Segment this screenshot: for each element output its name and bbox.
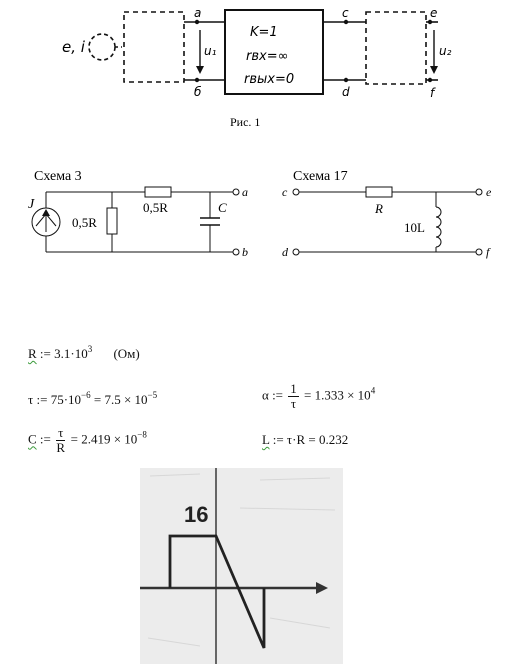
graph-signal	[170, 536, 264, 648]
formula-tau-lhs: τ	[28, 392, 34, 407]
scheme17-node-f: f	[486, 245, 490, 259]
formula-r	[28, 344, 140, 362]
scheme17-terminal-e	[476, 189, 482, 195]
formula-l-expr: τ·R	[286, 432, 306, 447]
formula-c-num: τ	[58, 425, 64, 440]
scheme3-title: Схема 3	[34, 169, 82, 184]
formula-l	[262, 432, 348, 448]
formula-alpha-fraction	[288, 382, 299, 411]
formula-l-assign: :=	[272, 432, 284, 447]
scheme3-source-label: J	[28, 197, 35, 212]
formula-c-assign: :=	[39, 431, 51, 447]
formula-alpha-assign: :=	[272, 387, 284, 403]
node-a-label: a	[194, 6, 202, 20]
scheme3-cap-label: C	[218, 200, 227, 215]
formula-r-value: 3.1·10	[54, 346, 88, 361]
signal-graph	[140, 468, 343, 664]
formula-tau	[28, 390, 157, 408]
formula-l-eq: = 0.232	[308, 432, 349, 447]
graph-level-label: 16	[184, 502, 209, 527]
u1-label: u₁	[204, 44, 217, 58]
node-c-label: c	[342, 6, 349, 20]
formula-c	[28, 426, 147, 455]
formula-tau-exp1: −6	[81, 390, 91, 400]
scheme17-terminal-f	[476, 249, 482, 255]
formula-c-exp: −8	[137, 429, 147, 440]
node-d-label: d	[342, 85, 350, 99]
graph-x-arrow	[316, 582, 328, 594]
input-resistance-text: rвх=∞	[246, 49, 289, 64]
formula-tau-eq: = 7.5 × 10	[93, 392, 148, 407]
output-resistance-text: rвых=0	[244, 72, 295, 87]
gain-text: K=1	[250, 25, 278, 40]
right-dashed-block	[366, 12, 426, 84]
scheme17-node-d: d	[282, 245, 288, 259]
scheme17-terminal-c	[293, 189, 299, 195]
node-b-label: б	[194, 85, 202, 99]
signal-graph-svg	[140, 468, 343, 664]
formula-alpha-eq: = 1.333 × 10	[304, 387, 371, 403]
formula-c-lhs: C	[28, 431, 37, 447]
node-f-label: f	[430, 86, 435, 100]
formula-tau-exp2: −5	[147, 390, 158, 400]
formula-r-lhs: R	[28, 346, 37, 361]
formula-l-lhs: L	[262, 432, 270, 447]
formula-alpha-lhs: α	[262, 387, 269, 403]
formula-tau-assign: :=	[36, 392, 48, 407]
source-circle	[89, 34, 115, 60]
formula-c-fraction	[56, 426, 65, 455]
formula-c-eq: = 2.419 × 10	[70, 431, 138, 447]
formula-c-den: R	[56, 440, 66, 455]
formula-tau-expr: 75·10	[50, 392, 82, 407]
scheme3-r2-label: 0,5R	[143, 200, 168, 215]
formula-r-assign: :=	[39, 346, 51, 361]
scheme17-node-e: e	[486, 185, 492, 199]
u2-label: u₂	[439, 44, 452, 58]
source-label: e, i	[62, 38, 85, 56]
node-e-label: e	[430, 6, 438, 20]
scheme3-resistor-series	[145, 187, 171, 197]
scheme3-terminal-a	[233, 189, 239, 195]
formula-alpha-num: 1	[290, 381, 297, 396]
scheme3-node-b: b	[242, 245, 248, 259]
scheme17-terminal-d	[293, 249, 299, 255]
figure-1-block-diagram	[0, 0, 508, 135]
scheme17-inductor	[436, 207, 441, 247]
scheme3-resistor-shunt	[107, 208, 117, 234]
formula-r-exp: 3	[87, 344, 93, 354]
scheme17-l-label: 10L	[404, 220, 425, 235]
formula-alpha	[262, 382, 375, 411]
scheme17-resistor	[366, 187, 392, 197]
scheme17-node-c: c	[282, 185, 288, 199]
left-dashed-block	[124, 12, 184, 82]
formula-alpha-exp: 4	[370, 385, 376, 396]
scheme3-terminal-b	[233, 249, 239, 255]
formula-alpha-den: τ	[290, 396, 297, 411]
scheme3-node-a: a	[242, 185, 248, 199]
scheme17-title: Схема 17	[293, 169, 348, 184]
scheme17-r-label: R	[375, 201, 383, 216]
circuit-schemes	[0, 160, 508, 270]
figure-caption: Рис. 1	[230, 115, 261, 129]
scheme3-r1-label: 0,5R	[72, 215, 97, 230]
formula-r-unit: (Ом)	[113, 346, 140, 361]
